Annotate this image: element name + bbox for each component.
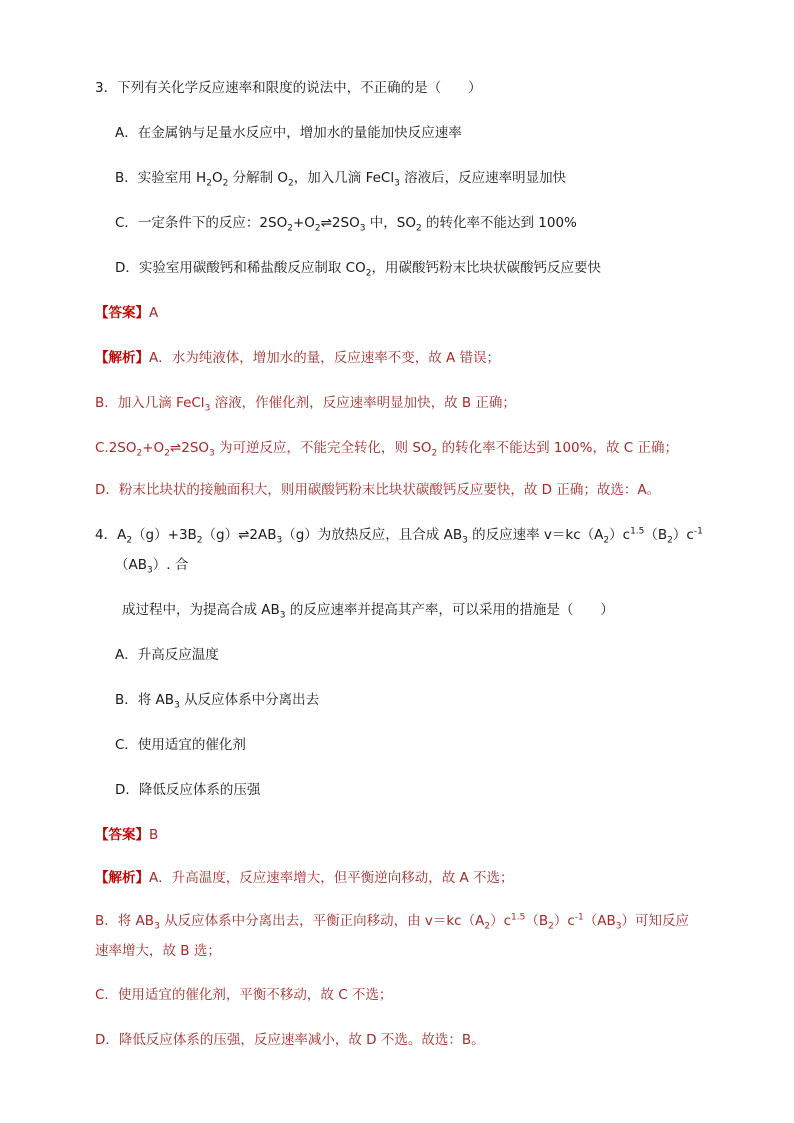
q3-stem: 3．下列有关化学反应速率和限度的说法中，不正确的是（ ） xyxy=(95,80,482,96)
q4-option-b: B．将 $AB_3$ 从反应体系中分离出去 xyxy=(115,692,320,711)
q3-option-b: B．实验室用 $H_2O_2$ 分解制 $O_2$，加入几滴 FeCl$_3$ 溶液后，反应速率明显加快 xyxy=(115,170,567,189)
q3-option-c: C．一定条件下的反应：$2SO_2+O_2\rightleftharpoons 2SO_3$ 中，$SO_2$ 的转化率不能达到 100% xyxy=(115,215,577,234)
q4-stem: 4．$A_2(g)+3B_2(g)\rightleftharpoons 2AB_3(g)$为放热反应，且合成 $AB_3$ 的反应速率 $v=kc(A_2)c^{1.5}(B_2)c^{-1}$ xyxy=(95,526,703,546)
q3-analysis-b: B．加入几滴 FeCl$_3$ 溶液，作催化剂，反应速率明显加快，故 B 正确； xyxy=(95,395,516,414)
q4-analysis-b: B．将 $AB_3$ 从反应体系中分离出去，平衡正向移动，由 $v=kc(A_2)c^{1.5}(B_2)c^{-1}(AB_3)$可知反应 xyxy=(95,912,689,932)
q4-analysis-b-line2: 速率增大，故 B 选； xyxy=(95,943,221,959)
q4-stem-line3: 成过程中，为提高合成 $AB_3$ 的反应速率并提高其产率，可以采用的措施是（ ） xyxy=(122,602,614,621)
q4-option-d: D．降低反应体系的压强 xyxy=(115,782,261,798)
q4-option-a: A．升高反应温度 xyxy=(115,647,219,663)
q4-analysis-c: C．使用适宜的催化剂，平衡不移动，故 C 不选； xyxy=(95,987,393,1003)
q4-analysis-d: D．降低反应体系的压强，反应速率减小，故 D 不选。故选：B。 xyxy=(95,1032,485,1048)
q3-option-d: D．实验室用碳酸钙和稀盐酸反应制取 $CO_2$，用碳酸钙粉末比块状碳酸钙反应要快 xyxy=(115,260,601,279)
q4-answer: 【答案】B xyxy=(95,827,159,843)
q3-analysis-a: 【解析】A．水为纯液体，增加水的量，反应速率不变，故 A 错误； xyxy=(95,350,501,366)
q4-stem-line2: $(AB_3)$. 合 xyxy=(115,557,189,576)
q3-option-a: A．在金属钠与足量水反应中，增加水的量能加快反应速率 xyxy=(115,125,462,141)
q3-analysis-d: D．粉末比块状的接触面积大，则用碳酸钙粉末比块状碳酸钙反应要快，故 D 正确；故选：A。 xyxy=(95,482,661,498)
q3-analysis-c: $C.2SO_2+O_2\rightleftharpoons 2SO_3$ 为可逆反应，不能完全转化，则 $SO_2$ 的转化率不能达到 100%，故 C 正确； xyxy=(95,440,678,459)
q3-answer: 【答案】A xyxy=(95,305,159,321)
q4-option-c: C．使用适宜的催化剂 xyxy=(115,737,246,753)
q4-analysis-a: 【解析】A．升高温度，反应速率增大，但平衡逆向移动，故 A 不选； xyxy=(95,870,514,886)
